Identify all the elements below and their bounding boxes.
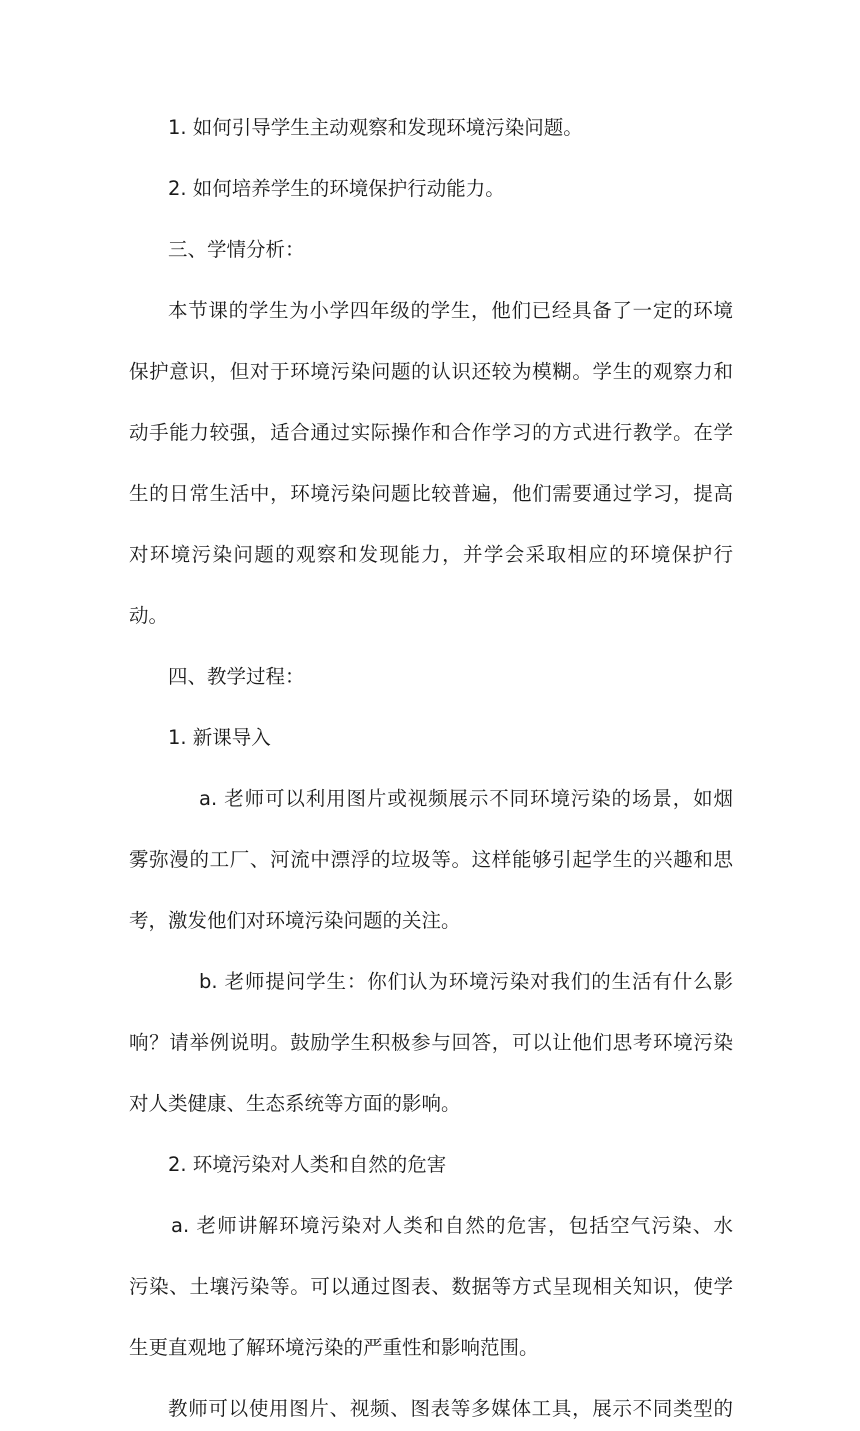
text-line: 污染、土壤污染等。可以通过图表、数据等方式呈现相关知识，使学	[129, 1275, 733, 1298]
text-line: 对人类健康、生态系统等方面的影响。	[129, 1092, 461, 1115]
text-line: 2. 如何培养学生的环境保护行动能力。	[168, 177, 505, 200]
paragraph-intro-b	[129, 960, 733, 1126]
text-line: 教师可以使用图片、视频、图表等多媒体工具，展示不同类型的	[168, 1397, 733, 1420]
paragraph-multimedia	[129, 1387, 733, 1431]
text-line: 1. 新课导入	[168, 726, 271, 749]
text-line: a. 老师讲解环境污染对人类和自然的危害，包括空气污染、水	[171, 1214, 733, 1237]
text-line: 生的日常生活中，环境污染问题比较普遍，他们需要通过学习，提高	[129, 482, 733, 505]
section-heading-learner-analysis	[129, 228, 733, 272]
subheading-new-lesson-intro	[129, 716, 733, 760]
text-line: 本节课的学生为小学四年级的学生，他们已经具备了一定的环境	[168, 299, 733, 322]
paragraph-harm-a	[129, 1204, 733, 1370]
paragraph-question-1	[129, 106, 733, 150]
text-line: 雾弥漫的工厂、河流中漂浮的垃圾等。这样能够引起学生的兴趣和思	[129, 848, 733, 871]
text-line: 动手能力较强，适合通过实际操作和合作学习的方式进行教学。在学	[129, 421, 733, 444]
paragraph-question-2	[129, 167, 733, 211]
document-body	[129, 106, 733, 1431]
text-line: 四、教学过程：	[168, 665, 305, 688]
paragraph-learner-analysis	[129, 289, 733, 638]
text-line: 1. 如何引导学生主动观察和发现环境污染问题。	[168, 116, 583, 139]
text-line: b. 老师提问学生：你们认为环境污染对我们的生活有什么影	[199, 970, 733, 993]
paragraph-intro-a	[129, 777, 733, 943]
text-line: 响？请举例说明。鼓励学生积极参与回答，可以让他们思考环境污染	[129, 1031, 733, 1054]
text-line: a. 老师可以利用图片或视频展示不同环境污染的场景，如烟	[199, 787, 733, 810]
text-line: 保护意识，但对于环境污染问题的认识还较为模糊。学生的观察力和	[129, 360, 733, 383]
text-line: 三、学情分析：	[168, 238, 305, 261]
subheading-pollution-harm	[129, 1143, 733, 1187]
section-heading-teaching-process	[129, 655, 733, 699]
text-line: 2. 环境污染对人类和自然的危害	[168, 1153, 447, 1176]
text-line: 考，激发他们对环境污染问题的关注。	[129, 909, 461, 932]
text-line: 生更直观地了解环境污染的严重性和影响范围。	[129, 1336, 539, 1359]
text-line: 动。	[129, 604, 169, 627]
text-line: 对环境污染问题的观察和发现能力，并学会采取相应的环境保护行	[129, 543, 733, 566]
